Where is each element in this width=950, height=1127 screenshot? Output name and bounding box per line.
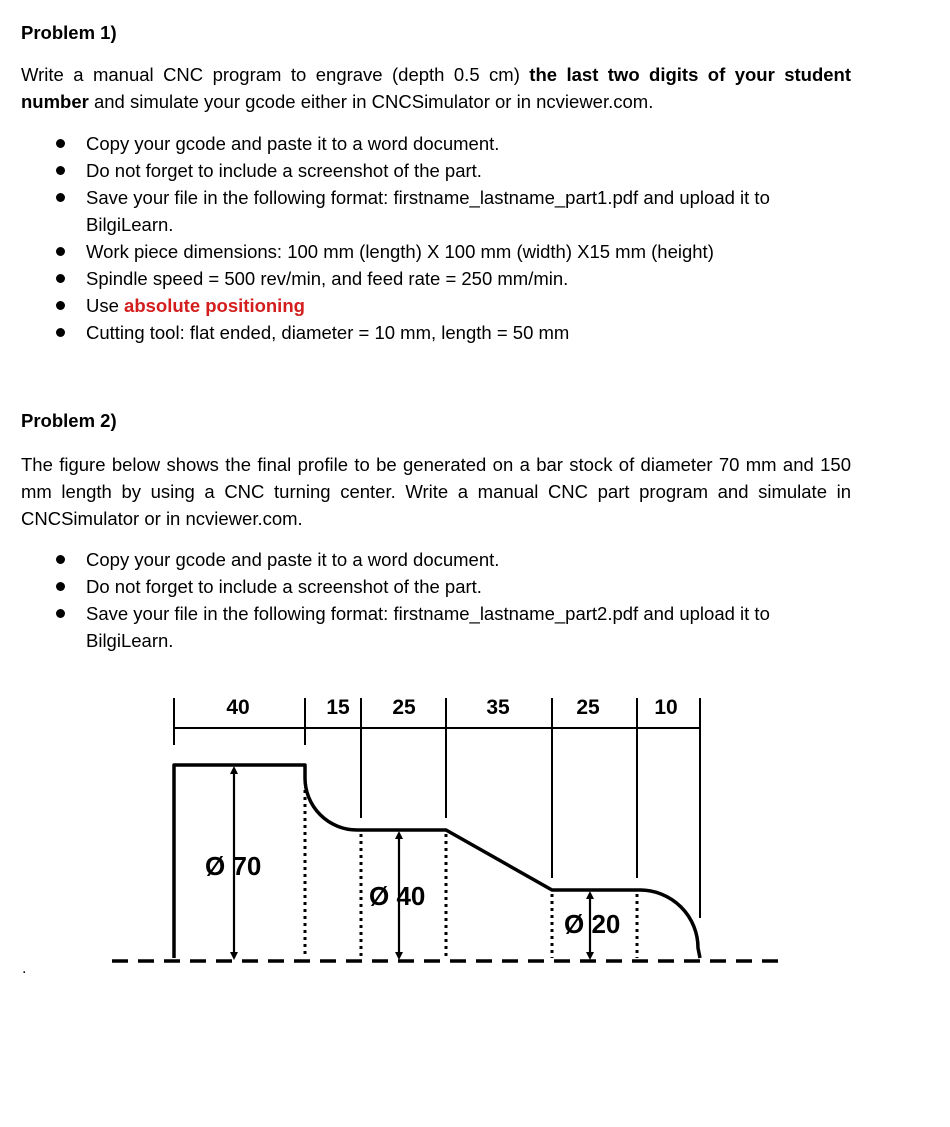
length-label-40: 40	[226, 696, 250, 719]
list-item	[0, 600, 850, 654]
list-item	[0, 319, 850, 346]
list-item	[0, 238, 850, 265]
length-label-10: 10	[654, 696, 678, 719]
bullet-text: Do not forget to include a screenshot of the part.	[86, 576, 482, 597]
problem2-heading: Problem 2)	[21, 410, 117, 431]
bullet-icon	[56, 555, 65, 564]
list-item	[0, 546, 850, 573]
bullet-text: Cutting tool: flat ended, diameter = 10 mm, length = 50 mm	[86, 322, 570, 343]
list-item	[0, 265, 850, 292]
bullet-text: Save your file in the following format: firstname_lastname_part2.pdf and upload it to BilgiLearn.	[86, 603, 770, 651]
bullet-icon	[56, 582, 65, 591]
problem1-bullet-list	[0, 130, 850, 346]
diameter-label-40: Ø 40	[369, 881, 426, 911]
list-item	[0, 292, 850, 319]
length-label-35: 35	[486, 696, 510, 719]
length-label-25a: 25	[392, 696, 416, 719]
bullet-text: Copy your gcode and paste it to a word document.	[86, 133, 500, 154]
bullet-text: Copy your gcode and paste it to a word document.	[86, 549, 500, 570]
problem2-intro: The figure below shows the final profile to be generated on a bar stock of diameter 70 mm and 150 mm length by using a CNC turning center. Write a manual CNC part program and simulate in CNCSimulator or in ncviewer.com.	[21, 454, 851, 529]
stray-mark: .	[22, 960, 27, 977]
problem1-intro-suffix: and simulate your gcode either in CNCSimulator or in ncviewer.com.	[88, 91, 654, 112]
diameter-label-70: Ø 70	[205, 851, 262, 881]
list-item	[0, 573, 850, 600]
list-item	[0, 184, 850, 238]
length-label-15: 15	[326, 696, 350, 719]
bullet-text: Save your file in the following format: firstname_lastname_part1.pdf and upload it to BilgiLearn.	[86, 187, 770, 235]
dimension-ticks	[174, 698, 700, 745]
length-label-25b: 25	[576, 696, 600, 719]
turning-profile-drawing	[0, 660, 950, 1000]
diameter-label-20: Ø 20	[564, 909, 621, 939]
bullet-icon	[56, 193, 65, 202]
bullet-text: Do not forget to include a screenshot of the part.	[86, 160, 482, 181]
list-item	[0, 157, 850, 184]
bullet-icon	[56, 609, 65, 618]
bullet-icon	[56, 274, 65, 283]
bullet-icon	[56, 139, 65, 148]
problem1-intro-prefix: Write a manual CNC program to engrave (depth 0.5 cm)	[21, 64, 530, 85]
bullet-icon	[56, 166, 65, 175]
absolute-positioning-highlight: absolute positioning	[124, 295, 305, 316]
problem1-intro	[21, 61, 851, 115]
bullet-icon	[56, 301, 65, 310]
problem1-heading: Problem 1)	[21, 22, 117, 43]
bullet-use-prefix: Use	[86, 295, 125, 316]
bullet-text: Spindle speed = 500 rev/min, and feed rate = 250 mm/min.	[86, 268, 569, 289]
bullet-icon	[56, 247, 65, 256]
list-item	[0, 130, 850, 157]
bullet-text: Work piece dimensions: 100 mm (length) X 100 mm (width) X15 mm (height)	[86, 241, 714, 262]
diameter-arrows	[234, 770, 590, 956]
problem1-intro-bold: the last two digits of your student number	[21, 64, 852, 112]
bullet-icon	[56, 328, 65, 337]
problem2-bullet-list	[0, 546, 850, 654]
